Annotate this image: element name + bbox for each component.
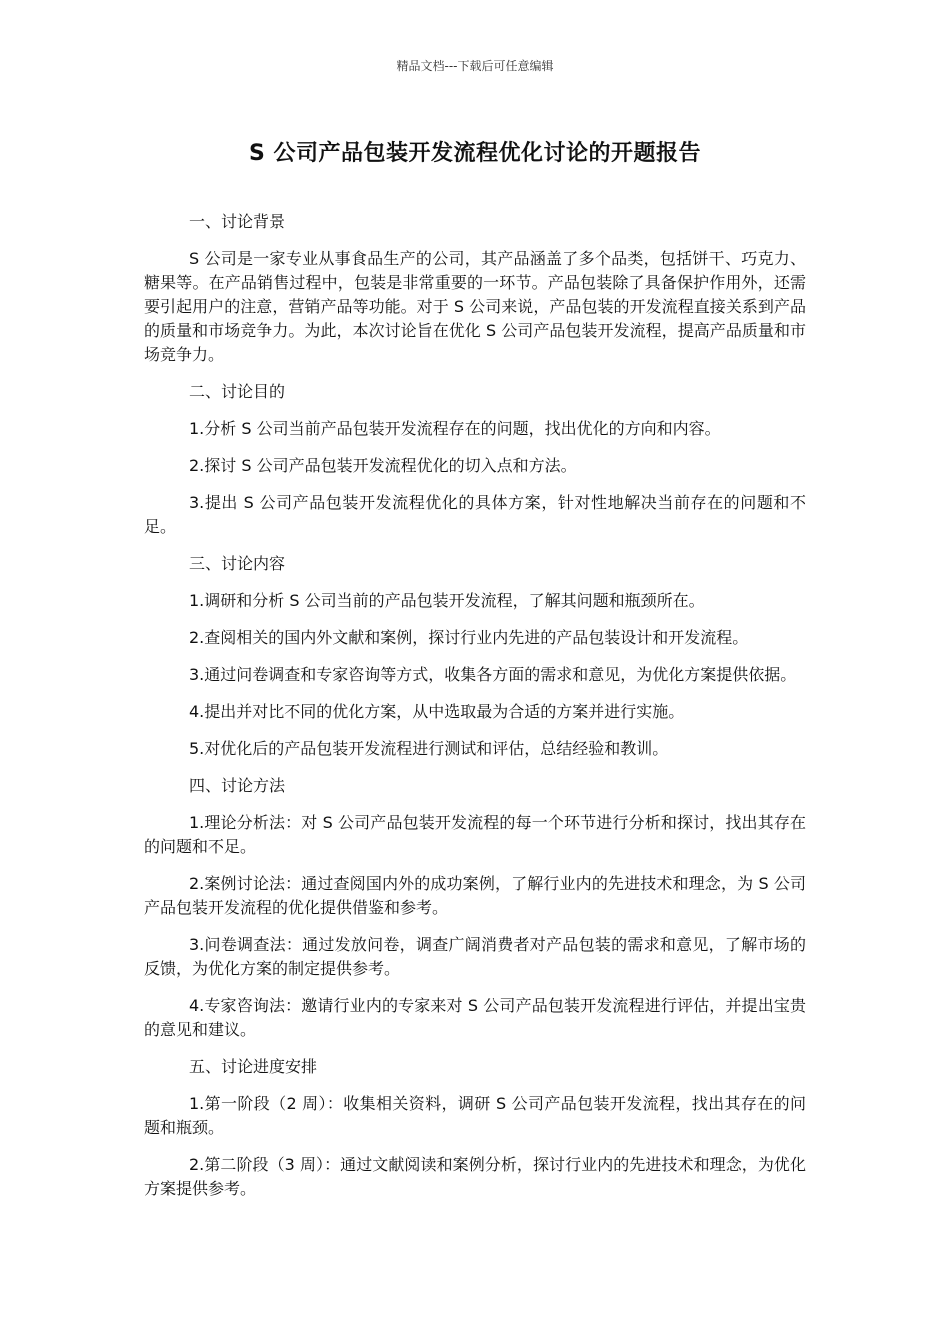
section-heading: 四、讨论方法 [189, 776, 286, 795]
section-background [144, 210, 806, 367]
paragraph: 3.提出 S 公司产品包装开发流程优化的具体方案，针对性地解决当前存在的问题和不足。 [144, 493, 806, 536]
paragraph: 1.理论分析法：对 S 公司产品包装开发流程的每一个环节进行分析和探讨，找出其存在的问题和不足。 [144, 813, 806, 856]
section-content [144, 552, 806, 761]
section-methods [144, 774, 806, 1042]
section-heading: 三、讨论内容 [189, 554, 286, 573]
paragraph: 2.第二阶段（3 周）：通过文献阅读和案例分析，探讨行业内的先进技术和理念，为优化方案提供参考。 [144, 1155, 806, 1198]
paragraph: 2.查阅相关的国内外文献和案例，探讨行业内先进的产品包装设计和开发流程。 [189, 628, 749, 647]
document-body [144, 210, 806, 1214]
section-heading: 一、讨论背景 [189, 212, 286, 231]
section-schedule [144, 1055, 806, 1201]
paragraph: 3.通过问卷调查和专家咨询等方式，收集各方面的需求和意见，为优化方案提供依据。 [189, 665, 797, 684]
paragraph: 1.分析 S 公司当前产品包装开发流程存在的问题，找出优化的方向和内容。 [189, 419, 721, 438]
paragraph: 4.提出并对比不同的优化方案，从中选取最为合适的方案并进行实施。 [189, 702, 685, 721]
section-purpose [144, 380, 806, 539]
paragraph: 3.问卷调查法：通过发放问卷，调查广阔消费者对产品包装的需求和意见，了解市场的反馈，为优化方案的制定提供参考。 [144, 935, 806, 978]
paragraph: S 公司是一家专业从事食品生产的公司，其产品涵盖了多个品类，包括饼干、巧克力、糖果等。在产品销售过程中，包装是非常重要的一环节。产品包装除了具备保护作用外，还需要引起用户的注意，营销产品等功能。对于 S 公司来说，产品包装的开发流程直接关系到产品的质量和市场竞争力。为此，本次讨论旨在优化 S 公司产品包装开发流程，提高产品质量和市场竞争力。 [144, 249, 806, 364]
paragraph: 4.专家咨询法：邀请行业内的专家来对 S 公司产品包装开发流程进行评估，并提出宝贵的意见和建议。 [144, 996, 806, 1039]
header-note: 精品文档---下载后可任意编辑 [396, 59, 554, 73]
paragraph: 1.调研和分析 S 公司当前的产品包装开发流程，了解其问题和瓶颈所在。 [189, 591, 705, 610]
document-title: S 公司产品包装开发流程优化讨论的开题报告 [248, 141, 701, 166]
paragraph: 2.探讨 S 公司产品包装开发流程优化的切入点和方法。 [189, 456, 577, 475]
section-heading: 二、讨论目的 [189, 382, 286, 401]
section-heading: 五、讨论进度安排 [189, 1057, 318, 1076]
paragraph: 2.案例讨论法：通过查阅国内外的成功案例，了解行业内的先进技术和理念，为 S 公司产品包装开发流程的优化提供借鉴和参考。 [144, 874, 806, 917]
paragraph: 1.第一阶段（2 周）：收集相关资料，调研 S 公司产品包装开发流程，找出其存在的问题和瓶颈。 [144, 1094, 806, 1137]
paragraph: 5.对优化后的产品包装开发流程进行测试和评估，总结经验和教训。 [189, 739, 669, 758]
